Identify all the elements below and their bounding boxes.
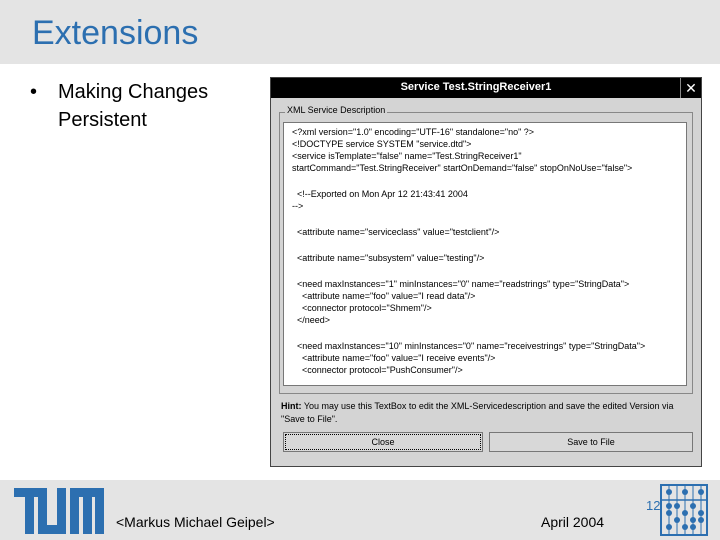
service-dialog bbox=[270, 77, 702, 467]
xml-textarea[interactable] bbox=[283, 122, 687, 386]
code-line: <?xml version="1.0" encoding="UTF-16" standalone="no" ?> bbox=[292, 127, 535, 137]
hint-label: Hint: bbox=[281, 401, 302, 411]
code-line: <attribute name="subsystem" value="testing"/> bbox=[292, 253, 485, 263]
dialog-titlebar[interactable] bbox=[271, 78, 701, 98]
bullet-text: Making Changes Persistent bbox=[58, 81, 209, 131]
code-line: <attribute name="foo" value="I receive events"/> bbox=[292, 353, 496, 363]
code-line: --> bbox=[292, 201, 304, 211]
page-number: 12 bbox=[646, 498, 661, 513]
code-line: <!DOCTYPE service SYSTEM "service.dtd"> bbox=[292, 139, 472, 149]
close-button[interactable]: Close bbox=[283, 432, 483, 452]
code-line: </need> bbox=[292, 315, 331, 325]
bullet-dot-icon: • bbox=[30, 81, 38, 103]
slide-title: Extensions bbox=[32, 14, 199, 52]
hint-text bbox=[281, 400, 695, 426]
tum-logo-icon bbox=[14, 488, 104, 534]
xml-group-label: XML Service Description bbox=[287, 105, 386, 115]
dialog-title: Service Test.StringReceiver1 bbox=[400, 81, 552, 93]
close-icon[interactable]: ✕ bbox=[680, 78, 701, 98]
code-line: startCommand="Test.StringReceiver" startOnDemand="false" stopOnNoUse="false"> bbox=[292, 163, 633, 173]
code-line: <!--Exported on Mon Apr 12 21:43:41 2004 bbox=[292, 189, 468, 199]
code-line: <need maxInstances="10" minInstances="0" name="receivestrings" type="StringData"> bbox=[292, 341, 646, 351]
save-to-file-button[interactable]: Save to File bbox=[489, 432, 693, 452]
bullet-list bbox=[30, 78, 262, 134]
code-line: <attribute name="foo" value="I read data"/> bbox=[292, 291, 476, 301]
hint-body: You may use this TextBox to edit the XML-Servicedescription and save the edited Version via "Save to File". bbox=[281, 401, 674, 424]
bullet-item bbox=[30, 78, 262, 134]
code-line: <attribute name="serviceclass" value="testclient"/> bbox=[292, 227, 500, 237]
footer-date: April 2004 bbox=[541, 514, 605, 530]
code-line: <need maxInstances="1" minInstances="0" name="readstrings" type="StringData"> bbox=[292, 279, 630, 289]
abacus-logo-icon bbox=[660, 484, 708, 536]
footer-band bbox=[0, 480, 720, 540]
footer-author: <Markus Michael Geipel> bbox=[116, 514, 275, 530]
code-line: <connector protocol="Shmem"/> bbox=[292, 303, 432, 313]
code-line: <connector protocol="PushConsumer"/> bbox=[292, 365, 463, 375]
code-line: <service isTemplate="false" name="Test.StringReceiver1" bbox=[292, 151, 522, 161]
